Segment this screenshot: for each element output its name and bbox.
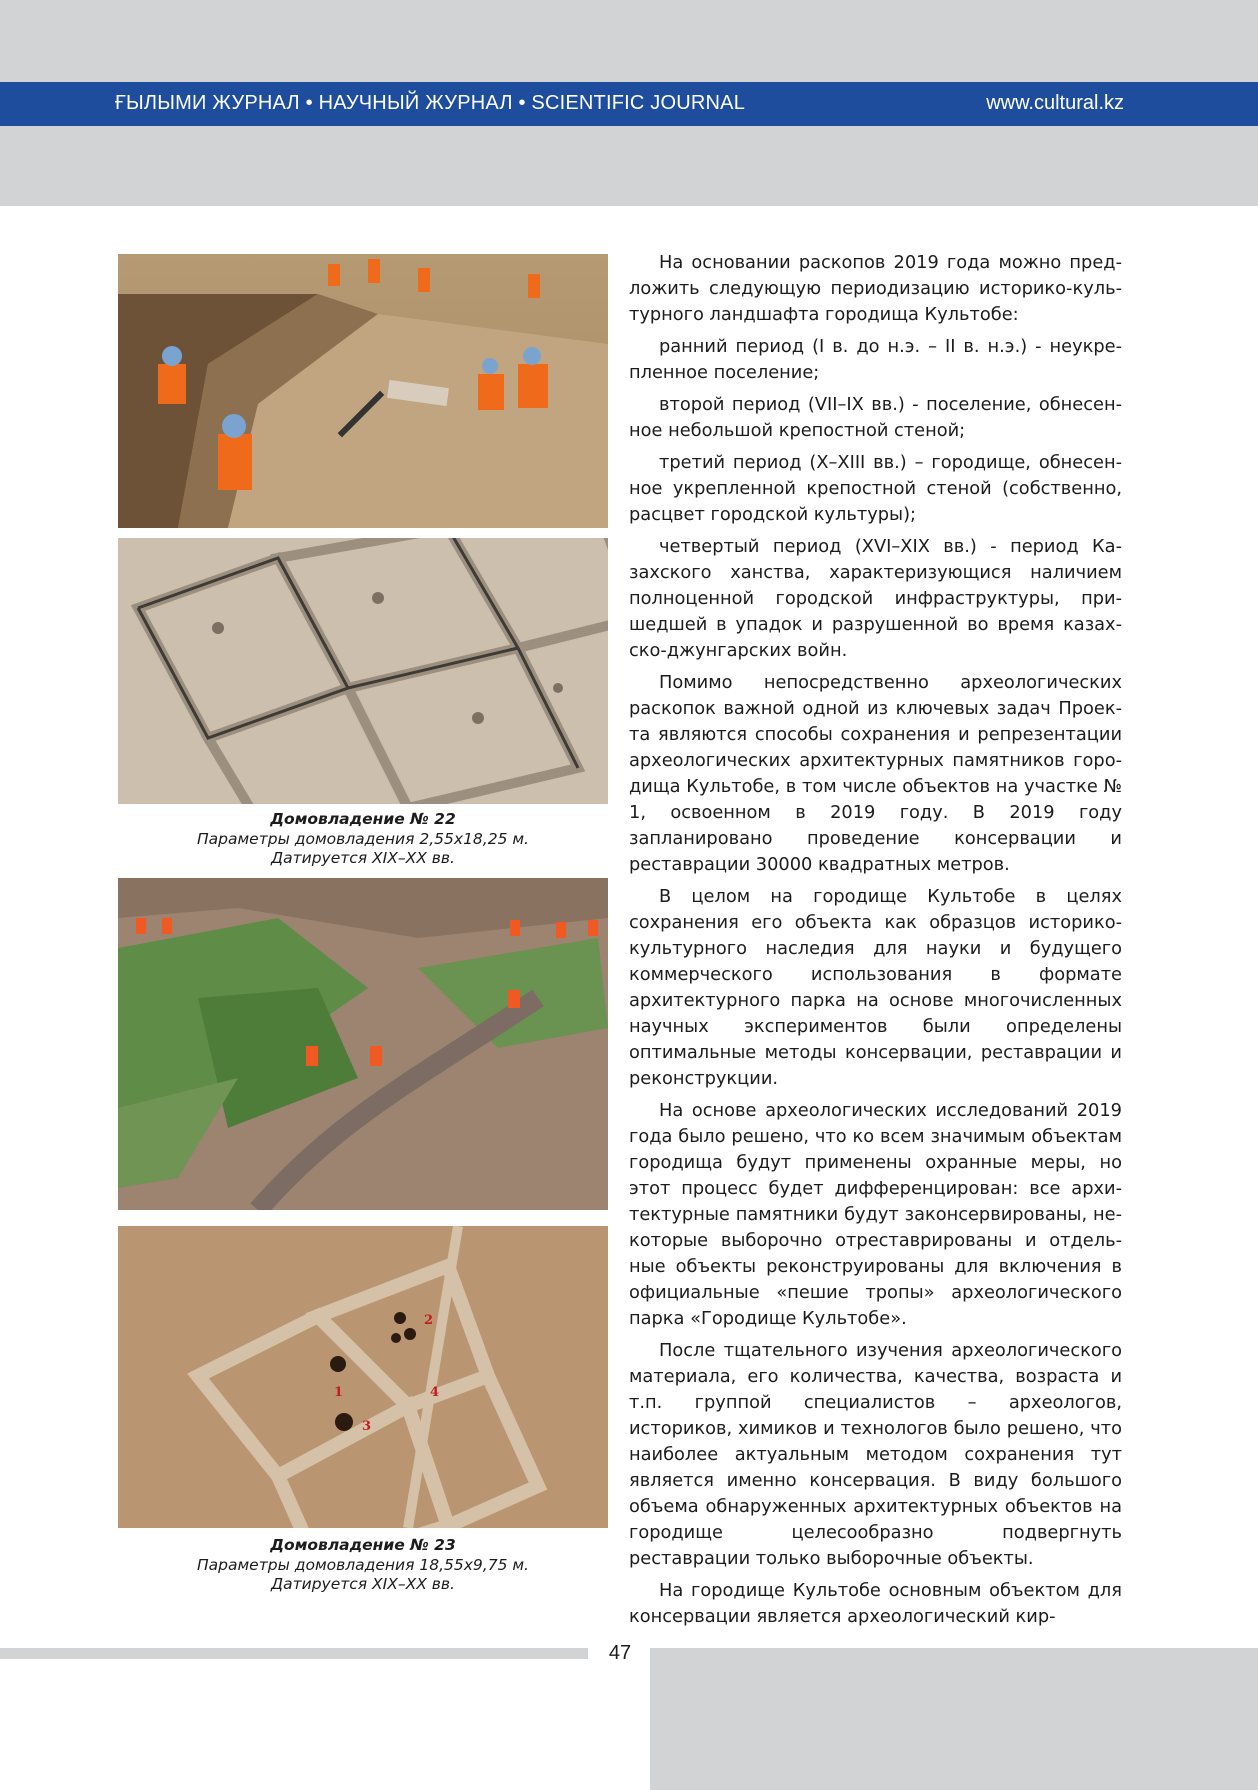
figure-caption-23 bbox=[118, 1536, 608, 1595]
caption-params: Параметры домовладения 18,55х9,75 м. bbox=[197, 1555, 529, 1574]
paragraph: На основе археологических исследований 2019 года было решено, что ко всем значимым объектам городища будут применены охранные меры, но этот процесс будет дифференцирован: все архитектурные памятники будут законсервированы, некоторые выборочно отреставрированы и отдельные объекты реконструированы для включения в официальные «пешие тропы» археологического парка «Городище Культобе». bbox=[629, 1100, 1122, 1329]
paragraph: ранний период (I в. до н.э. – II в. н.э.) - неукрепленное поселение; bbox=[629, 336, 1122, 383]
paragraph: третий период (X–XIII вв.) – городище, обнесенное укрепленной крепостной стеной (собственно, расцвет городской культуры); bbox=[629, 452, 1122, 525]
paragraph: второй период (VII–IX вв.) - поселение, обнесенное небольшой крепостной стеной; bbox=[629, 394, 1122, 441]
caption-params: Параметры домовладения 2,55х18,25 м. bbox=[197, 829, 529, 848]
article-text bbox=[629, 250, 1122, 1636]
paragraph: На городище Культобе основным объектом для консервации является археологический кир- bbox=[629, 1580, 1122, 1627]
caption-dating: Датируется XIX–XX вв. bbox=[271, 1575, 455, 1593]
room-label-1: 1 bbox=[334, 1385, 344, 1400]
journal-titles: ҒЫЛЫМИ ЖУРНАЛ • НАУЧНЫЙ ЖУРНАЛ • SCIENTIFIC JOURNAL bbox=[115, 92, 746, 114]
footer-block bbox=[650, 1648, 1258, 1790]
caption-title: Домовладение № 22 bbox=[270, 810, 456, 828]
paragraph: Помимо непосредственно археологических раскопок важной одной из ключевых задач Проекта являются способы сохранения и репрезентации археологических архитектурных памятников городища Культобе, в том числе объектов на участке № 1, освоенном в 2019 году. В 2019 году запланировано проведение консервации и реставрации 30000 квадратных метров. bbox=[629, 672, 1122, 875]
room-label-4: 4 bbox=[430, 1385, 440, 1400]
caption-title: Домовладение № 23 bbox=[270, 1536, 456, 1554]
paragraph: На основании раскопов 2019 года можно предложить следующую периодизацию историко-культурного ландшафта городища Культобе: bbox=[629, 252, 1122, 325]
footer-rule bbox=[0, 1648, 588, 1659]
journal-header-bar bbox=[0, 82, 1258, 126]
aerial-workers-photo bbox=[118, 878, 608, 1210]
room-label-2: 2 bbox=[424, 1313, 434, 1328]
aerial-foundations-photo bbox=[118, 538, 608, 804]
paragraph: четвертый период (XVI–XIX вв.) - период Казахского ханства, характеризующися наличием полноценной городской инфраструктуры, пришедшей в упадок и разрушенной во время казахско-джунгарских войн. bbox=[629, 536, 1122, 661]
page-number: 47 bbox=[608, 1642, 632, 1664]
paragraph: После тщательного изучения археологического материала, его количества, качества, возраста и т.п. группой специалистов – археологов, историков, химиков и технологов было решено, что наиболее актуальным методом сохранения тут является именно консервация. В виду большого объема обнаруженных архитектурных объектов на городище целесообразно подвергнуть реставрации только выборочные объекты. bbox=[629, 1340, 1122, 1569]
room-label-3: 3 bbox=[362, 1419, 372, 1434]
caption-dating: Датируется XIX–XX вв. bbox=[271, 849, 455, 867]
aerial-numbered-rooms-photo bbox=[118, 1226, 608, 1528]
excavation-workers-photo bbox=[118, 254, 608, 528]
paragraph: В целом на городище Культобе в целях сохранения его объекта как образцов историко-культурного наследия для науки и будущего коммерческого использования в формате архитектурного парка на основе многочисленных научных экспериментов были определены оптимальные методы консервации, реставрации и реконструкции. bbox=[629, 886, 1122, 1089]
website-link[interactable]: www.cultural.kz bbox=[986, 92, 1124, 114]
figure-caption-22 bbox=[118, 810, 608, 869]
